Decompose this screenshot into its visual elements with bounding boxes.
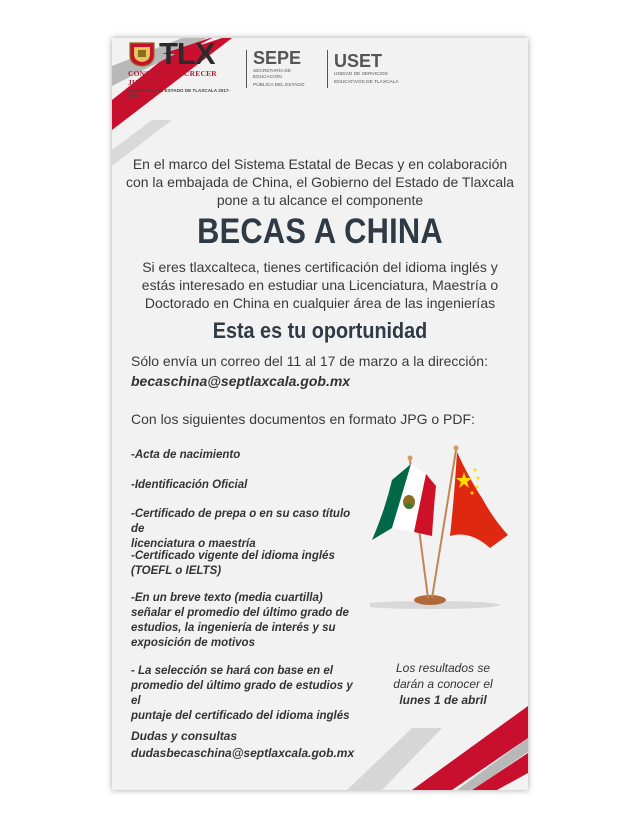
results-announcement	[378, 660, 508, 708]
header-logos	[128, 36, 428, 98]
page-title: BECAS A CHINA	[197, 212, 443, 251]
selection-criteria	[131, 664, 361, 724]
subtitle: Esta es tu oportunidad	[212, 318, 428, 343]
sepe-name: SEPE	[253, 48, 302, 68]
contact-label: Dudas y consultas	[131, 729, 238, 743]
uset-logo	[334, 52, 406, 86]
requirement-official-id: -Identificación Oficial	[131, 479, 248, 491]
mexico-china-flags-image	[370, 440, 520, 615]
intro-line: En el marco del Sistema Estatal de Becas y en colaboración	[132, 156, 508, 172]
requirement-line: promedio del último grado de estudios y el	[131, 680, 353, 707]
requirement-line: -Certificado vigente del idioma inglés	[131, 550, 335, 562]
flag-stand-base	[414, 595, 446, 605]
intro-line: pone a tu alcance el componente	[216, 192, 424, 208]
description-line: Si eres tlaxcalteca, tienes certificación del idioma inglés y	[142, 259, 498, 275]
requirement-line: -Certificado de prepa o en su caso título de	[131, 508, 351, 535]
mexico-flag-icon	[372, 464, 436, 540]
send-instructions: Sólo envía un correo del 11 al 17 de marzo a la dirección:	[131, 353, 488, 369]
results-date-text: lunes 1 de abril	[399, 693, 487, 707]
requirement-line: puntaje del certificado del idioma inglés	[131, 710, 350, 722]
china-flag-icon	[450, 452, 508, 548]
requirement-birth-certificate: -Acta de nacimiento	[131, 449, 241, 461]
application-email-link[interactable]: becaschina@septlaxcala.gob.mx	[131, 373, 351, 389]
requirement-diploma	[131, 507, 361, 552]
tlaxcala-crest-icon	[128, 41, 156, 67]
requirement-line: (TOEFL o IELTS)	[131, 565, 222, 577]
tlx-government: GOBIERNO DEL ESTADO DE TLAXCALA 2017-2021	[128, 88, 231, 98]
sepe-sub-2: PÚBLICA DEL ESTADO	[253, 83, 305, 88]
results-date	[378, 692, 508, 708]
logo-divider	[327, 50, 328, 88]
requirement-line: - La selección se hará con base en el	[131, 665, 333, 677]
requirement-english-certificate	[131, 549, 361, 579]
documents-intro: Con los siguientes documentos en formato JPG o PDF:	[131, 411, 475, 427]
requirement-line: exposición de motivos	[131, 637, 255, 649]
uset-sub-1: UNIDAD DE SERVICIOS	[334, 72, 388, 77]
logo-divider	[246, 50, 247, 88]
description-line: estás interesado en estudiar una Licenciatura, Maestría o	[141, 277, 499, 293]
requirement-motivation-text	[131, 591, 361, 651]
uset-name: USET	[334, 51, 383, 71]
tlx-slogan: CONSTRUIR Y CRECER JUNTOS	[128, 69, 217, 87]
sepe-logo	[253, 49, 321, 89]
requirement-line: señalar el promedio del último grado de	[131, 607, 349, 619]
contact-section	[131, 728, 354, 762]
requirement-line: estudios, la ingeniería de interés y su	[131, 622, 336, 634]
intro-line: con la embajada de China, el Gobierno del Estado de Tlaxcala	[125, 174, 515, 190]
description-text	[120, 258, 520, 312]
contact-email-link[interactable]: dudasbecaschina@septlaxcala.gob.mx	[131, 746, 355, 760]
tlx-logo	[128, 36, 240, 98]
results-line: Los resultados se	[395, 661, 491, 675]
uset-sub-2: EDUCATIVOS DE TLAXCALA	[334, 80, 399, 85]
requirement-line: -En un breve texto (media cuartilla)	[131, 592, 323, 604]
sepe-sub-1: SECRETARÍA DE EDUCACIÓN	[253, 69, 292, 80]
intro-text	[120, 155, 520, 209]
description-line: Doctorado en China en cualquier área de las ingenierías	[144, 295, 496, 311]
tlx-wordmark: TLX	[159, 36, 215, 71]
results-line: darán a conocer el	[393, 677, 493, 691]
requirement-line: licenciatura o maestría	[131, 538, 256, 550]
